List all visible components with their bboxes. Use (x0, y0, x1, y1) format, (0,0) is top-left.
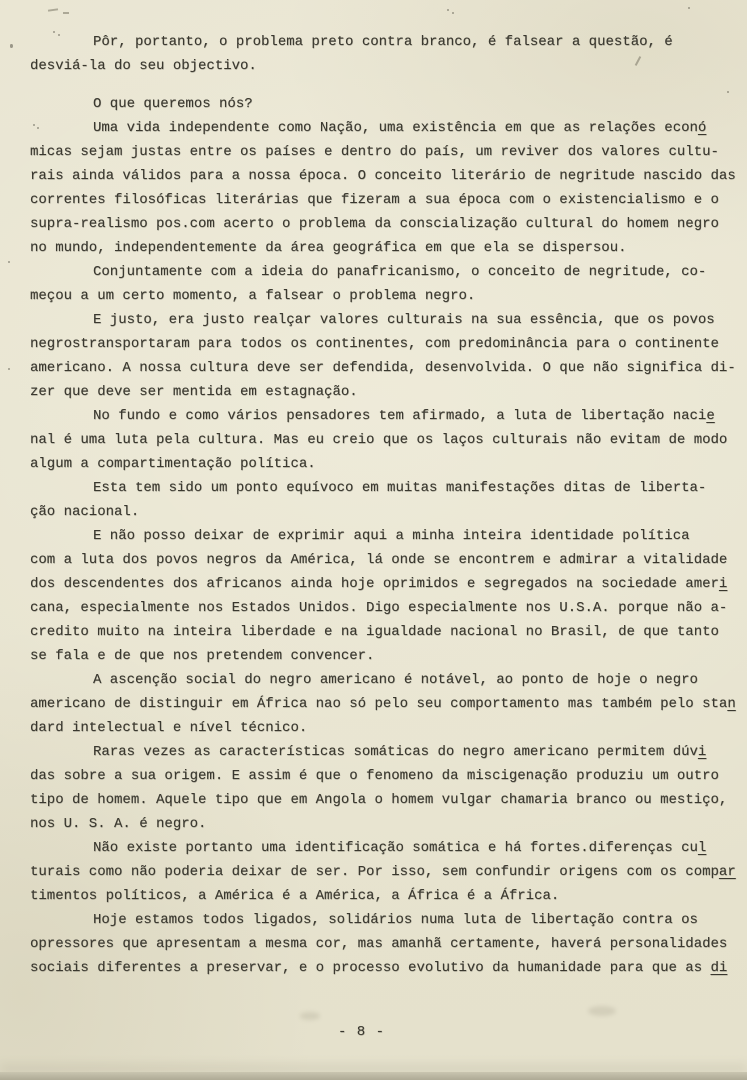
text-line (30, 260, 742, 284)
text-line (30, 140, 742, 164)
text-line (30, 116, 742, 140)
hyphenation-underline: l (697, 840, 707, 856)
text-line (30, 764, 742, 788)
line-text: meçou a um certo momento, a falsear o problema negro. (30, 288, 476, 304)
ink-speck (727, 91, 729, 93)
text-line (30, 548, 742, 572)
line-text: opressores que apresentam a mesma cor, mas amanhã certamente, haverá personalidades (30, 936, 728, 952)
line-text: se fala e de que nos pretendem convencer. (30, 648, 375, 664)
page-text (30, 30, 742, 980)
hyphenation-underline: e (706, 408, 715, 424)
text-line (30, 30, 742, 54)
line-text: das sobre a sua origem. E assim é que o fenomeno da miscigenação produziu um outro (30, 768, 719, 784)
paragraph (30, 92, 742, 116)
paragraph (30, 476, 742, 524)
text-line (30, 692, 742, 716)
ink-speck (58, 34, 60, 36)
hyphenation-underline: ar (718, 864, 736, 880)
text-line (30, 308, 742, 332)
hyphenation-underline: i (697, 744, 707, 760)
line-text: Esta tem sido um ponto equívoco em muitas manifestações ditas de liberta- (93, 480, 707, 496)
line-text: nos U. S. A. é negro. (30, 816, 207, 832)
line-text: com a luta dos povos negros da América, lá onde se encontrem e admirar a vitalidade (30, 552, 728, 568)
paragraph (30, 740, 742, 836)
line-text: americano de distinguir em África nao só pelo seu comportamento mas também pelo sta (30, 696, 728, 712)
paragraph (30, 404, 742, 476)
paragraph (30, 668, 742, 740)
line-text: dos descendentes dos africanos ainda hoje oprimidos e segregados na sociedade amer (30, 576, 719, 592)
line-text: timentos políticos, a América é a América, a África é a África. (30, 888, 560, 904)
paragraph (30, 116, 742, 260)
line-text: credito muito na inteira liberdade e na igualdade nacional no Brasil, de que tanto (30, 624, 719, 640)
ink-speck (33, 124, 35, 126)
text-line (30, 644, 742, 668)
text-line (30, 596, 742, 620)
line-text: no mundo, independentemente da área geográfica em que ela se dispersou. (30, 240, 627, 256)
text-line (30, 572, 742, 596)
line-text: Hoje estamos todos ligados, solidários numa luta de libertação contra os (93, 912, 698, 928)
pencil-mark (63, 12, 69, 14)
line-text: turais como não poderia deixar de ser. Por isso, sem confundir origens com os comp (30, 864, 719, 880)
text-line (30, 356, 742, 380)
line-text: americano. A nossa cultura deve ser defendida, desenvolvida. O que não significa di- (30, 360, 736, 376)
ink-speck (37, 127, 39, 129)
line-text: O que queremos nós? (93, 96, 253, 112)
text-line (30, 164, 742, 188)
line-text: nal é uma luta pela cultura. Mas eu creio que os laços culturais não evitam de modo (30, 432, 728, 448)
text-line (30, 716, 742, 740)
line-text: supra-realismo pos.com acerto o problema da conscialização cultural do homem negro (30, 216, 719, 232)
text-line (30, 500, 742, 524)
text-line (30, 860, 742, 884)
text-line (30, 836, 742, 860)
line-text: E não posso deixar de exprimir aqui a minha inteira identidade política (93, 528, 690, 544)
line-text: dard intelectual e nível técnico. (30, 720, 308, 736)
paragraph (30, 524, 742, 668)
line-text: desviá-la do seu objectivo. (30, 58, 257, 74)
ink-speck (8, 261, 10, 263)
stain-smudge (588, 1006, 616, 1016)
line-text: micas sejam justas entre os países e dentro do país, um reviver dos valores cultu- (30, 144, 719, 160)
text-line (30, 380, 742, 404)
paragraph (30, 908, 742, 980)
text-line (30, 884, 742, 908)
text-line (30, 404, 742, 428)
ink-speck (53, 31, 55, 33)
text-line (30, 740, 742, 764)
line-text: cana, especialmente nos Estados Unidos. Digo especialmente nos U.S.A. porque não a- (30, 600, 728, 616)
text-line (30, 812, 742, 836)
paragraph (30, 308, 742, 404)
line-text: ção nacional. (30, 504, 140, 520)
line-text: Uma vida independente como Nação, uma existência em que as relações econ (93, 120, 698, 136)
text-line (30, 932, 742, 956)
text-line (30, 476, 742, 500)
scan-bottom-edge (0, 1072, 747, 1080)
text-line (30, 668, 742, 692)
line-text: algum a compartimentação política. (30, 456, 316, 472)
hyphenation-underline: n (727, 696, 736, 712)
stain-smudge (300, 1012, 320, 1020)
line-text: Raras vezes as características somáticas do negro americano permitem dúv (93, 744, 698, 760)
text-line (30, 956, 742, 980)
line-text: Não existe portanto uma identificação somática e há fortes.diferenças cu (93, 840, 698, 856)
line-text: E justo, era justo realçar valores culturais na sua essência, que os povos (93, 312, 715, 328)
line-text: Conjuntamente com a ideia do panafricanismo, o conceito de negritude, co- (93, 264, 707, 280)
line-text: negrostransportaram para todos os continentes, com predominância para o continente (30, 336, 719, 352)
text-line (30, 236, 742, 260)
line-text: tipo de homem. Aquele tipo que em Angola o homem vulgar chamaria branco ou mestiço, (30, 792, 728, 808)
text-line (30, 620, 742, 644)
pencil-mark (48, 8, 58, 11)
text-line (30, 332, 742, 356)
ink-speck (452, 12, 454, 14)
text-line (30, 54, 742, 78)
text-line (30, 188, 742, 212)
ink-speck (8, 368, 10, 370)
paragraph (30, 836, 742, 908)
line-text: Pôr, portanto, o problema preto contra branco, é falsear a questão, é (93, 34, 673, 50)
page-number: - 8 - (337, 1024, 385, 1040)
text-line (30, 428, 742, 452)
line-text: correntes filosóficas literárias que fizeram a sua época com o existencialismo e o (30, 192, 719, 208)
ink-speck (447, 9, 449, 11)
text-line (30, 524, 742, 548)
hyphenation-underline: ó (697, 120, 707, 136)
line-text: rais ainda válidos para a nossa época. O conceito literário de negritude nascido das (30, 168, 736, 184)
text-line (30, 788, 742, 812)
ink-speck (10, 44, 13, 48)
text-line (30, 92, 742, 116)
paragraph (30, 260, 742, 308)
line-text: A ascenção social do negro americano é notável, ao ponto de hoje o negro (93, 672, 698, 688)
text-line (30, 908, 742, 932)
line-text: zer que deve ser mentida em estagnação. (30, 384, 358, 400)
text-line (30, 452, 742, 476)
text-line (30, 284, 742, 308)
hyphenation-underline: di (710, 960, 728, 976)
text-line (30, 212, 742, 236)
line-text: No fundo e como vários pensadores tem afirmado, a luta de libertação naci (93, 408, 707, 424)
hyphenation-underline: i (718, 576, 728, 592)
paragraph (30, 30, 742, 78)
line-text: sociais diferentes a preservar, e o processo evolutivo da humanidade para que as (30, 960, 711, 976)
ink-speck (688, 7, 690, 9)
